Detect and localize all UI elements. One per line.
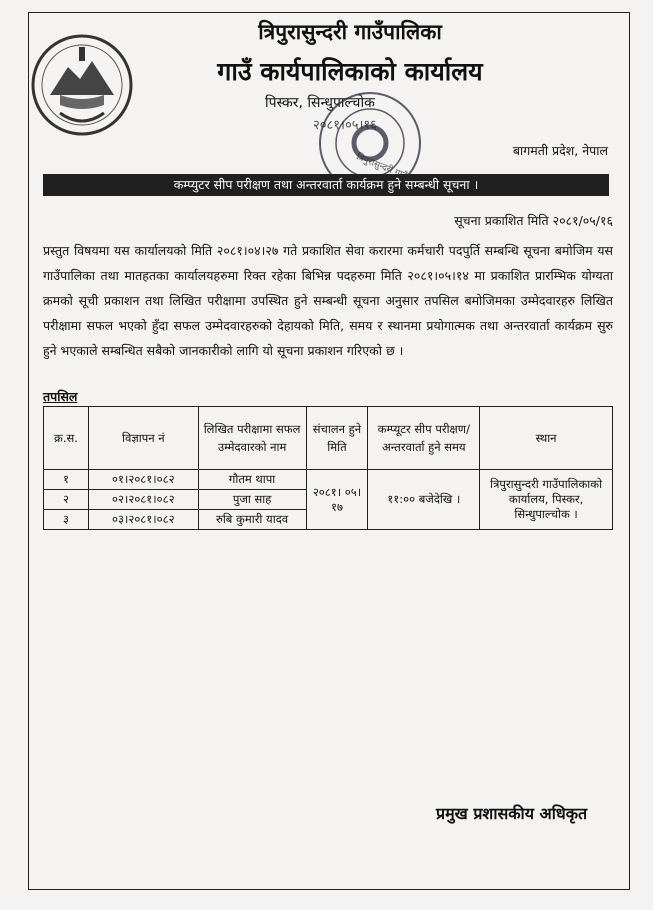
header-ad-no: विज्ञापन नं — [88, 407, 198, 470]
cell-ad-no: ०१।२०८१।०८२ — [88, 470, 198, 490]
cell-sn: २ — [44, 490, 89, 510]
province-label: बागमती प्रदेश, नेपाल — [512, 143, 608, 158]
cell-ad-no: ०३।२०८१।०८२ — [88, 510, 198, 530]
cell-ad-no: ०२।२०८१।०८२ — [88, 490, 198, 510]
cell-venue: त्रिपुरासुन्दरी गाउँपालिकाको कार्यालय, पिस्कर, सिन्धुपाल्चोक । — [480, 470, 613, 530]
header-sn: क्र.स. — [44, 407, 89, 470]
stamp-date: २०८१।०५।१६ — [313, 118, 377, 133]
table-row — [44, 470, 613, 490]
table-caption: तपसिल — [43, 389, 78, 404]
cell-candidate-name: रुबि कुमारी यादव — [198, 510, 306, 530]
header-candidate-name: लिखित परीक्षामा सफल उम्मेदवारको नाम — [198, 407, 306, 470]
cell-date: २०८१। ०५।१७ — [306, 470, 368, 530]
header-venue: स्थान — [480, 407, 613, 470]
notice-body: प्रस्तुत विषयमा यस कार्यालयको मिति २०८१।०४।२७ गते प्रकाशित सेवा करारमा कर्मचारी पदपुर्ति सम्बन्धि सूचना बमोजिम यस गाउँपालिका तथा मातहतका कार्यालयहरुमा रिक्त रहेका बिभिन्न पदहरुमा मिति २०८१।०५।१४ मा प्रकाशित प्रारम्भिक योग्यता क्रमको सूची प्रकाशन तथा लिखित परीक्षामा उपस्थित हुने सम्बन्धी सूचना अनुसार तपसिल बमोजिमका उम्मेदवारहरु लिखित परीक्षामा सफल भएको हुँदा सफल उम्मेदवारहरुको देहायको मिति, समय र स्थानमा प्रयोगात्मक तथा अन्तरवार्ता कार्यक्रम सुरु हुने भएकाले सम्बन्धित सबैको जानकारीको लागि यो सूचना प्रकाशन गरिएको छ । — [43, 243, 613, 358]
office-name: गाउँ कार्यपालिकाको कार्यालय — [217, 57, 483, 86]
cell-time: ११:०० बजेदेखि । — [368, 470, 480, 530]
cell-sn: ३ — [44, 510, 89, 530]
header-date: संचालन हुने मिति — [306, 407, 368, 470]
table-header-row — [44, 407, 613, 470]
schedule-table — [43, 406, 613, 530]
cell-sn: १ — [44, 470, 89, 490]
office-address: पिस्कर, सिन्धुपाल्चोक — [265, 95, 375, 111]
signature-title: प्रमुख प्रशासकीय अधिकृत — [436, 804, 588, 823]
nepal-emblem-icon — [30, 33, 134, 137]
header-time: कम्प्यूटर सीप परीक्षण/अन्तरवार्ता हुने समय — [368, 407, 480, 470]
cell-candidate-name: पुजा साह — [198, 490, 306, 510]
cell-candidate-name: गौतम थापा — [198, 470, 306, 490]
notice-title: कम्प्युटर सीप परीक्षण तथा अन्तरवार्ता कार्यक्रम हुने सम्बन्धी सूचना । — [43, 174, 609, 196]
municipality-name: त्रिपुरासुन्दरी गाउँपालिका — [258, 20, 442, 44]
published-date: सूचना प्रकाशित मिति २०८१/०५/१६ — [454, 213, 613, 228]
